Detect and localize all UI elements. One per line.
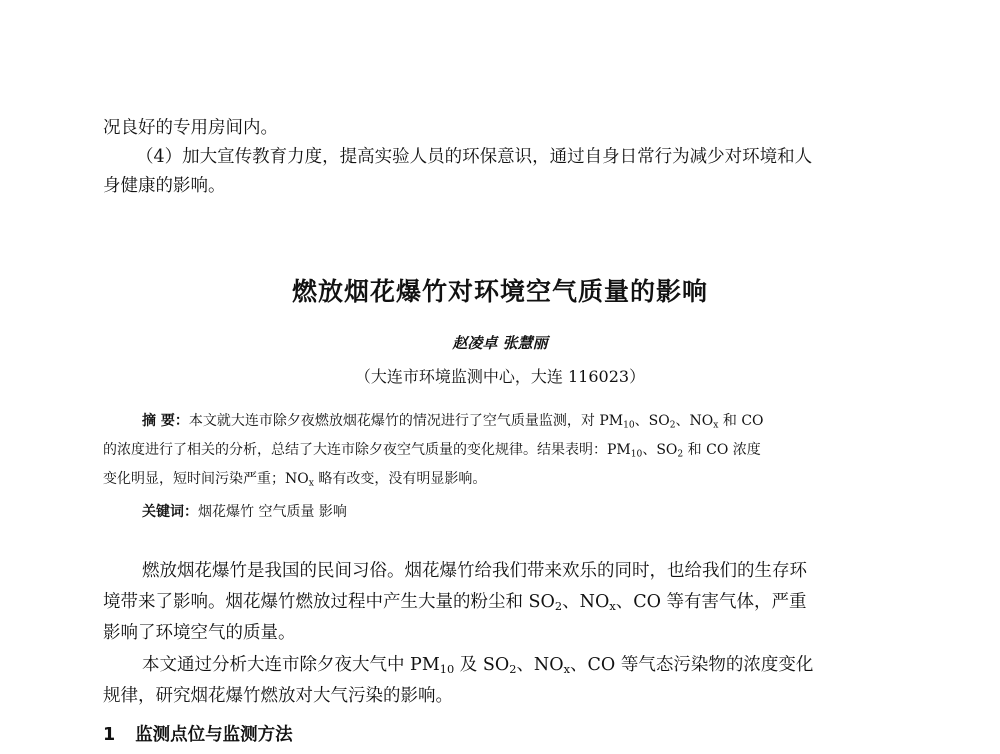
abstract-line-1 (142, 413, 764, 431)
article-title: 燃放烟花爆竹对环境空气质量的影响 (291, 277, 708, 306)
abstract-text: 、NO (675, 413, 714, 429)
body-text: 、CO 等有害气体，严重 (615, 592, 807, 612)
abstract-line-2 (103, 442, 761, 460)
section-title: 监测点位与监测方法 (135, 725, 293, 745)
body-text: 本文通过分析大连市除夕夜大气中 PM (142, 655, 440, 675)
abstract-text: 的浓度进行了相关的分析，总结了大连市除夕夜空气质量的变化规律。结果表明：PM (103, 442, 631, 458)
abstract-line-3 (103, 471, 487, 489)
abstract-text: 和 CO 浓度 (683, 442, 761, 458)
keywords-line (142, 505, 347, 519)
body-p1-line-3: 影响了环境空气的质量。 (103, 623, 296, 643)
subscript: x (563, 661, 571, 676)
subscript: 2 (509, 661, 517, 676)
prev-item-4-line-1: （4）加大宣传教育力度，提高实验人员的环保意识，通过自身日常行为减少对环境和人 (136, 147, 813, 167)
subscript: 2 (554, 598, 563, 613)
abstract-text: 本文就大连市除夕夜燃放烟花爆竹的情况进行了空气质量监测，对 PM (188, 413, 624, 429)
body-p1-line-1: 燃放烟花爆竹是我国的民间习俗。烟花爆竹给我们带来欢乐的同时，也给我们的生存环 (142, 561, 807, 581)
subscript: 10 (439, 661, 455, 676)
body-text: 、CO 等气态污染物的浓度变化 (570, 655, 814, 675)
section-number: 1 (103, 725, 116, 745)
body-text: 、NO (562, 592, 610, 612)
subscript: 2 (677, 449, 684, 460)
abstract-text: 、SO (634, 413, 670, 429)
body-text: 境带来了影响。烟花爆竹燃放过程中产生大量的粉尘和 SO (103, 592, 555, 612)
body-p1-line-2 (103, 594, 807, 612)
body-p2-line-2: 规律，研究烟花爆竹燃放对大气污染的影响。 (103, 686, 453, 706)
abstract-text: 略有改变，没有明显影响。 (313, 471, 487, 487)
article-authors: 赵凌卓 张慧丽 (452, 334, 548, 352)
subscript: 10 (623, 420, 635, 431)
subscript: x (713, 420, 719, 431)
abstract-text: 、SO (642, 442, 678, 458)
subscript: x (609, 598, 616, 613)
section-heading (103, 721, 293, 746)
keywords-label: 关键词： (142, 504, 198, 520)
article-affiliation: （大连市环境监测中心，大连 116023） (354, 367, 646, 386)
abstract-text: 变化明显，短时间污染严重；NO (103, 471, 309, 487)
prev-text-line: 况良好的专用房间内。 (103, 118, 278, 138)
keywords: 烟花爆竹 空气质量 影响 (198, 504, 347, 520)
abstract-text: 和 CO (718, 413, 764, 429)
body-text: 及 SO (454, 655, 510, 675)
subscript: 10 (630, 449, 643, 460)
body-p2-line-1 (142, 657, 813, 675)
abstract-label: 摘 要： (142, 413, 189, 429)
subscript: 2 (669, 420, 676, 431)
subscript: x (308, 478, 314, 489)
body-text: 、NO (516, 655, 564, 675)
prev-item-4-line-2: 身健康的影响。 (103, 176, 226, 196)
